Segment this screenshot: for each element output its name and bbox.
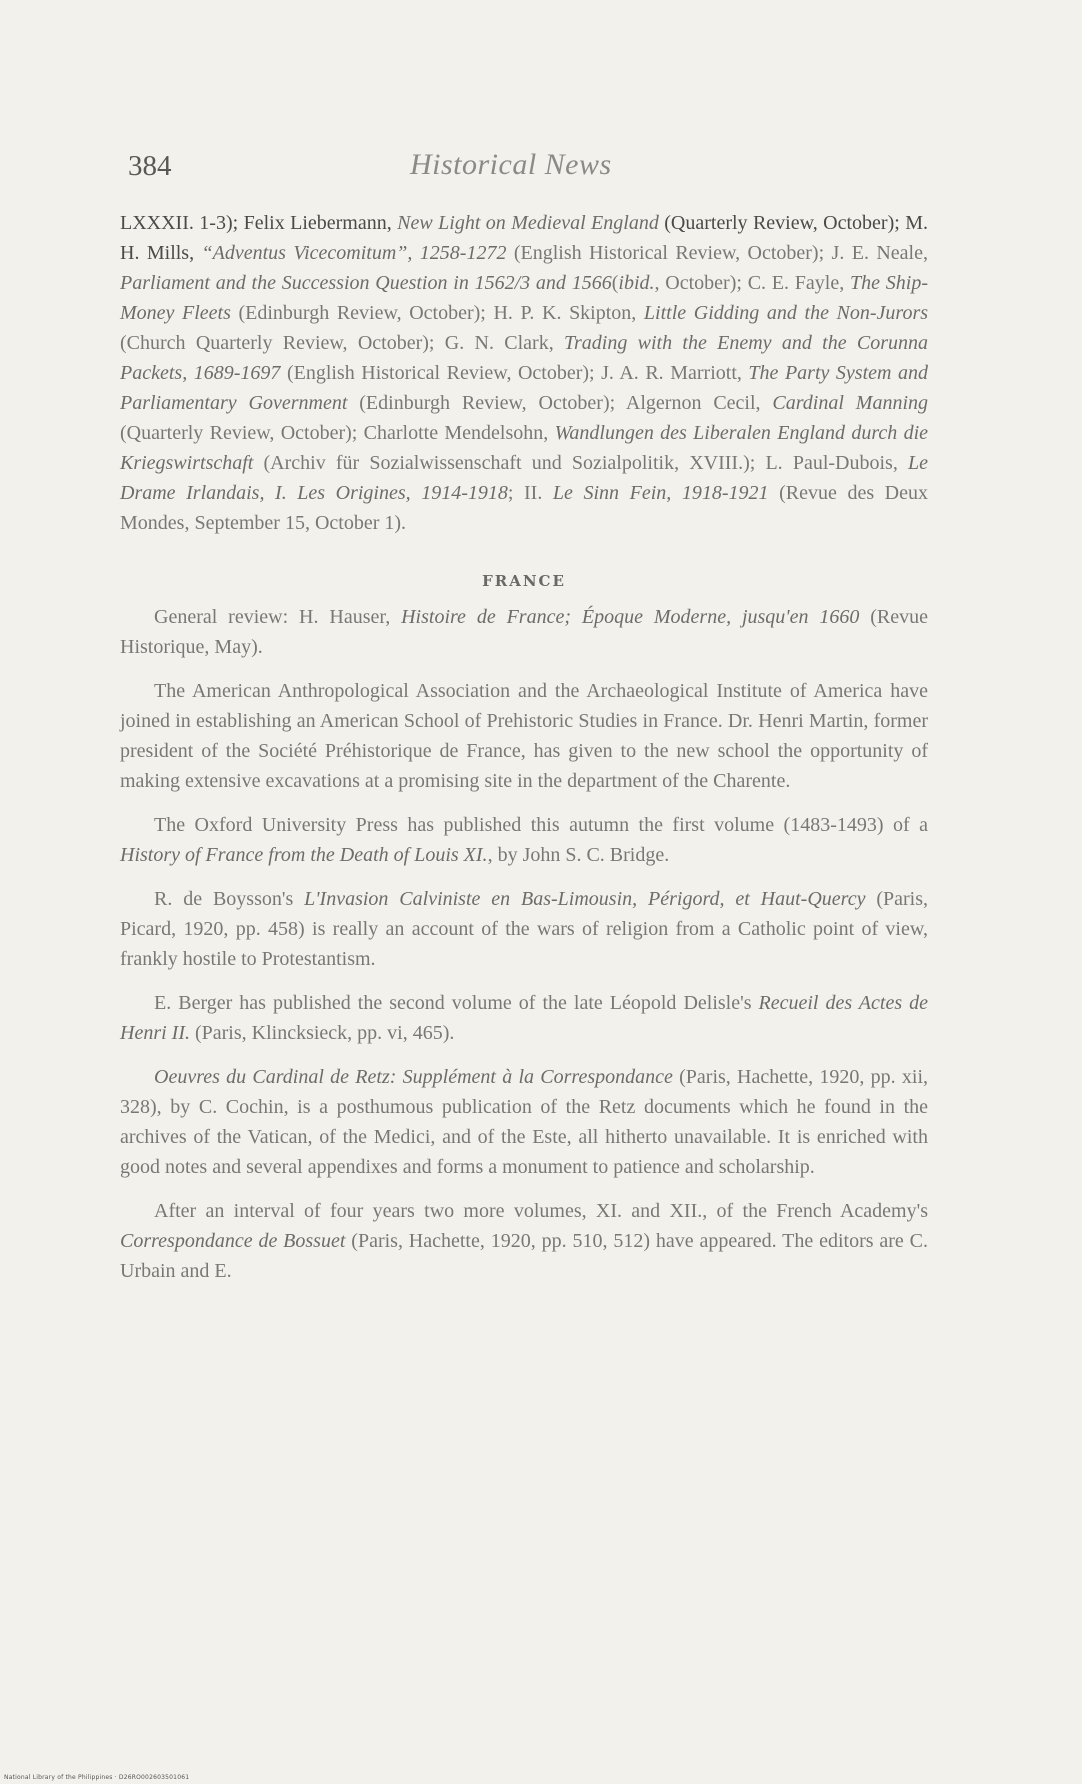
page-number: 384 xyxy=(128,150,172,182)
book-page xyxy=(120,140,928,1300)
section-heading-france: FRANCE xyxy=(482,572,566,590)
paragraph-bossuet: After an interval of four years two more volumes, XI. and XII., of the French Academy's Correspondance de Bossuet (Paris, Hachette, 1920, pp. 510, 512) have appeared. The editors are C. Urbain and E. xyxy=(120,1200,929,1282)
paragraph-oxford-press: The Oxford University Press has published this autumn the first volume (1483-1493) of a History of France from the Death of Louis XI., by John S. C. Bridge. xyxy=(120,814,928,866)
paragraph-boysson: R. de Boysson's L'Invasion Calviniste en Bas-Limousin, Périgord, et Haut-Quercy (Paris, Picard, 1920, pp. 458) is really an account of the wars of religion from a Catholic point of view, frankly hostile to Protestantism. xyxy=(120,888,928,970)
continued-bibliography-paragraph: LXXXII. 1-3); Felix Liebermann, New Light on Medieval England (Quarterly Review, October); M. H. Mills, “Adventus Vicecomitum”, 1258-1272 (English Historical Review, October); J. E. Neale, Parliament and the Succession Question in 1562/3 and 1566(ibid., October); C. E. Fayle, The Ship-Money Fleets (Edinburgh Review, October); H. P. K. Skipton, Little Gidding and the Non-Jurors (Church Quarterly Review, October); G. N. Clark, Trading with the Enemy and the Corunna Packets, 1689-1697 (English Historical Review, October); J. A. R. Marriott, The Party System and Parliamentary Government (Edinburgh Review, October); Algernon Cecil, Cardinal Manning (Quarterly Review, October); Charlotte Mendelsohn, Wandlungen des Liberalen England durch die Kriegswirtschaft (Archiv für Sozialwissenschaft und Sozialpolitik, XVIII.); L. Paul-Dubois, Le Drame Irlandais, I. Les Origines, 1914-1918; II. Le Sinn Fein, 1918-1921 (Revue des Deux Mondes, September 15, October 1). xyxy=(120,212,929,534)
scan-footer: National Library of the Philippines · D26RO002603501061 xyxy=(4,1774,190,1781)
paragraph-berger: E. Berger has published the second volume of the late Léopold Delisle's Recueil des Actes de Henri II. (Paris, Klincksieck, pp. vi, 465). xyxy=(120,992,928,1044)
paragraph-general-review: General review: H. Hauser, Histoire de France; Époque Moderne, jusqu'en 1660 (Revue Historique, May). xyxy=(120,606,928,658)
paragraph-american-school: The American Anthropological Association and the Archaeological Institute of America have joined in establishing an American School of Prehistoric Studies in France. Dr. Henri Martin, former president of the Société Préhistorique de France, has given to the new school the opportunity of making extensive excavations at a promising site in the department of the Charente. xyxy=(120,680,928,792)
running-head xyxy=(120,140,928,188)
running-title: Historical News xyxy=(410,148,612,181)
paragraph-retz: Oeuvres du Cardinal de Retz: Supplément à la Correspondance (Paris, Hachette, 1920, pp. xii, 328), by C. Cochin, is a posthumous publication of the Retz documents which he found in the archives of the Vatican, of the Medici, and of the Este, all hitherto unavailable. It is enriched with good notes and several appendixes and forms a monument to patience and scholarship. xyxy=(120,1066,929,1178)
